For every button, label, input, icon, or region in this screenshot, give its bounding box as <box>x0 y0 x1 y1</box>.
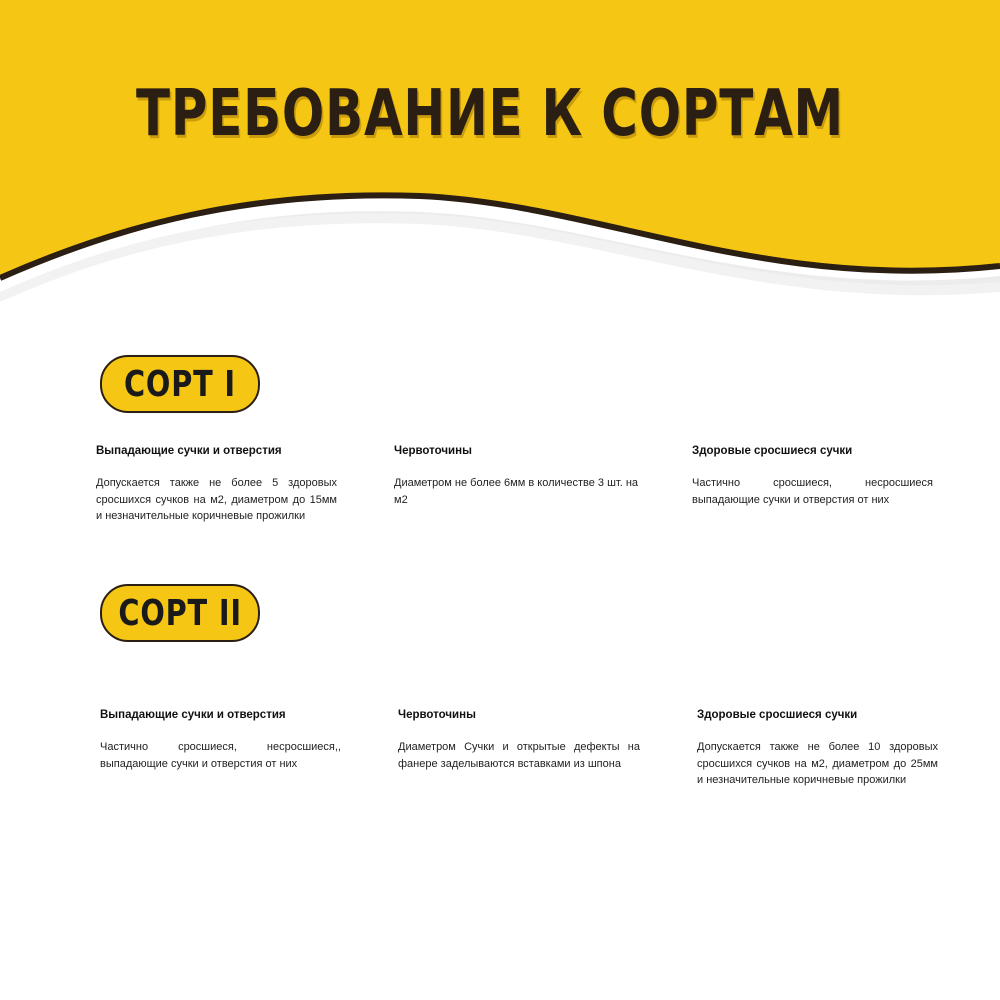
grade-1-column-1-text: Допускается также не более 5 здоровых сросшихся сучков на м2, диаметром до 15мм и незначительные коричневые прожилки <box>96 477 337 522</box>
grade-1-label: СОРТ I <box>124 363 236 405</box>
grade-2-column-3 <box>697 708 938 789</box>
grade-1-column-1 <box>96 444 337 525</box>
grade-2-column-3-title: Здоровые сросшиеся сучки <box>697 709 858 721</box>
grade-1-column-1-title: Выпадающие сучки и отверстия <box>96 445 282 457</box>
grade-1-column-3-text: Частично сросшиеся, несросшиеся выпадающие сучки и отверстия от них <box>692 477 933 506</box>
grade-2-label: СОРТ II <box>118 592 242 634</box>
grade-1-badge <box>100 355 260 413</box>
header-wave-background <box>0 0 1000 320</box>
grade-2-column-3-text: Допускается также не более 10 здоровых сросшихся сучков на м2, диаметром до 25мм и незначительные коричневые прожилки <box>697 741 938 786</box>
page-title: ТРЕБОВАНИЕ К СОРТАМ <box>136 77 844 151</box>
grade-2-column-2-title: Червоточины <box>398 709 476 721</box>
grade-1-column-2-title: Червоточины <box>394 445 472 457</box>
grade-1-column-3 <box>692 444 933 508</box>
grade-2-column-2-text: Диаметром Сучки и открытые дефекты на фанере заделываются вставками из шпона <box>398 741 640 770</box>
grade-2-column-2 <box>398 708 640 772</box>
grade-1-column-3-title: Здоровые сросшиеся сучки <box>692 445 853 457</box>
grade-2-badge <box>100 584 260 642</box>
grade-2-column-1 <box>100 708 341 772</box>
grade-1-column-2 <box>394 444 639 508</box>
grade-2-column-1-text: Частично сросшиеся, несросшиеся,, выпадающие сучки и отверстия от них <box>100 741 341 770</box>
grade-2-column-1-title: Выпадающие сучки и отверстия <box>100 709 286 721</box>
grade-1-column-2-text: Диаметром не более 6мм в количестве 3 шт. на м2 <box>394 477 639 506</box>
